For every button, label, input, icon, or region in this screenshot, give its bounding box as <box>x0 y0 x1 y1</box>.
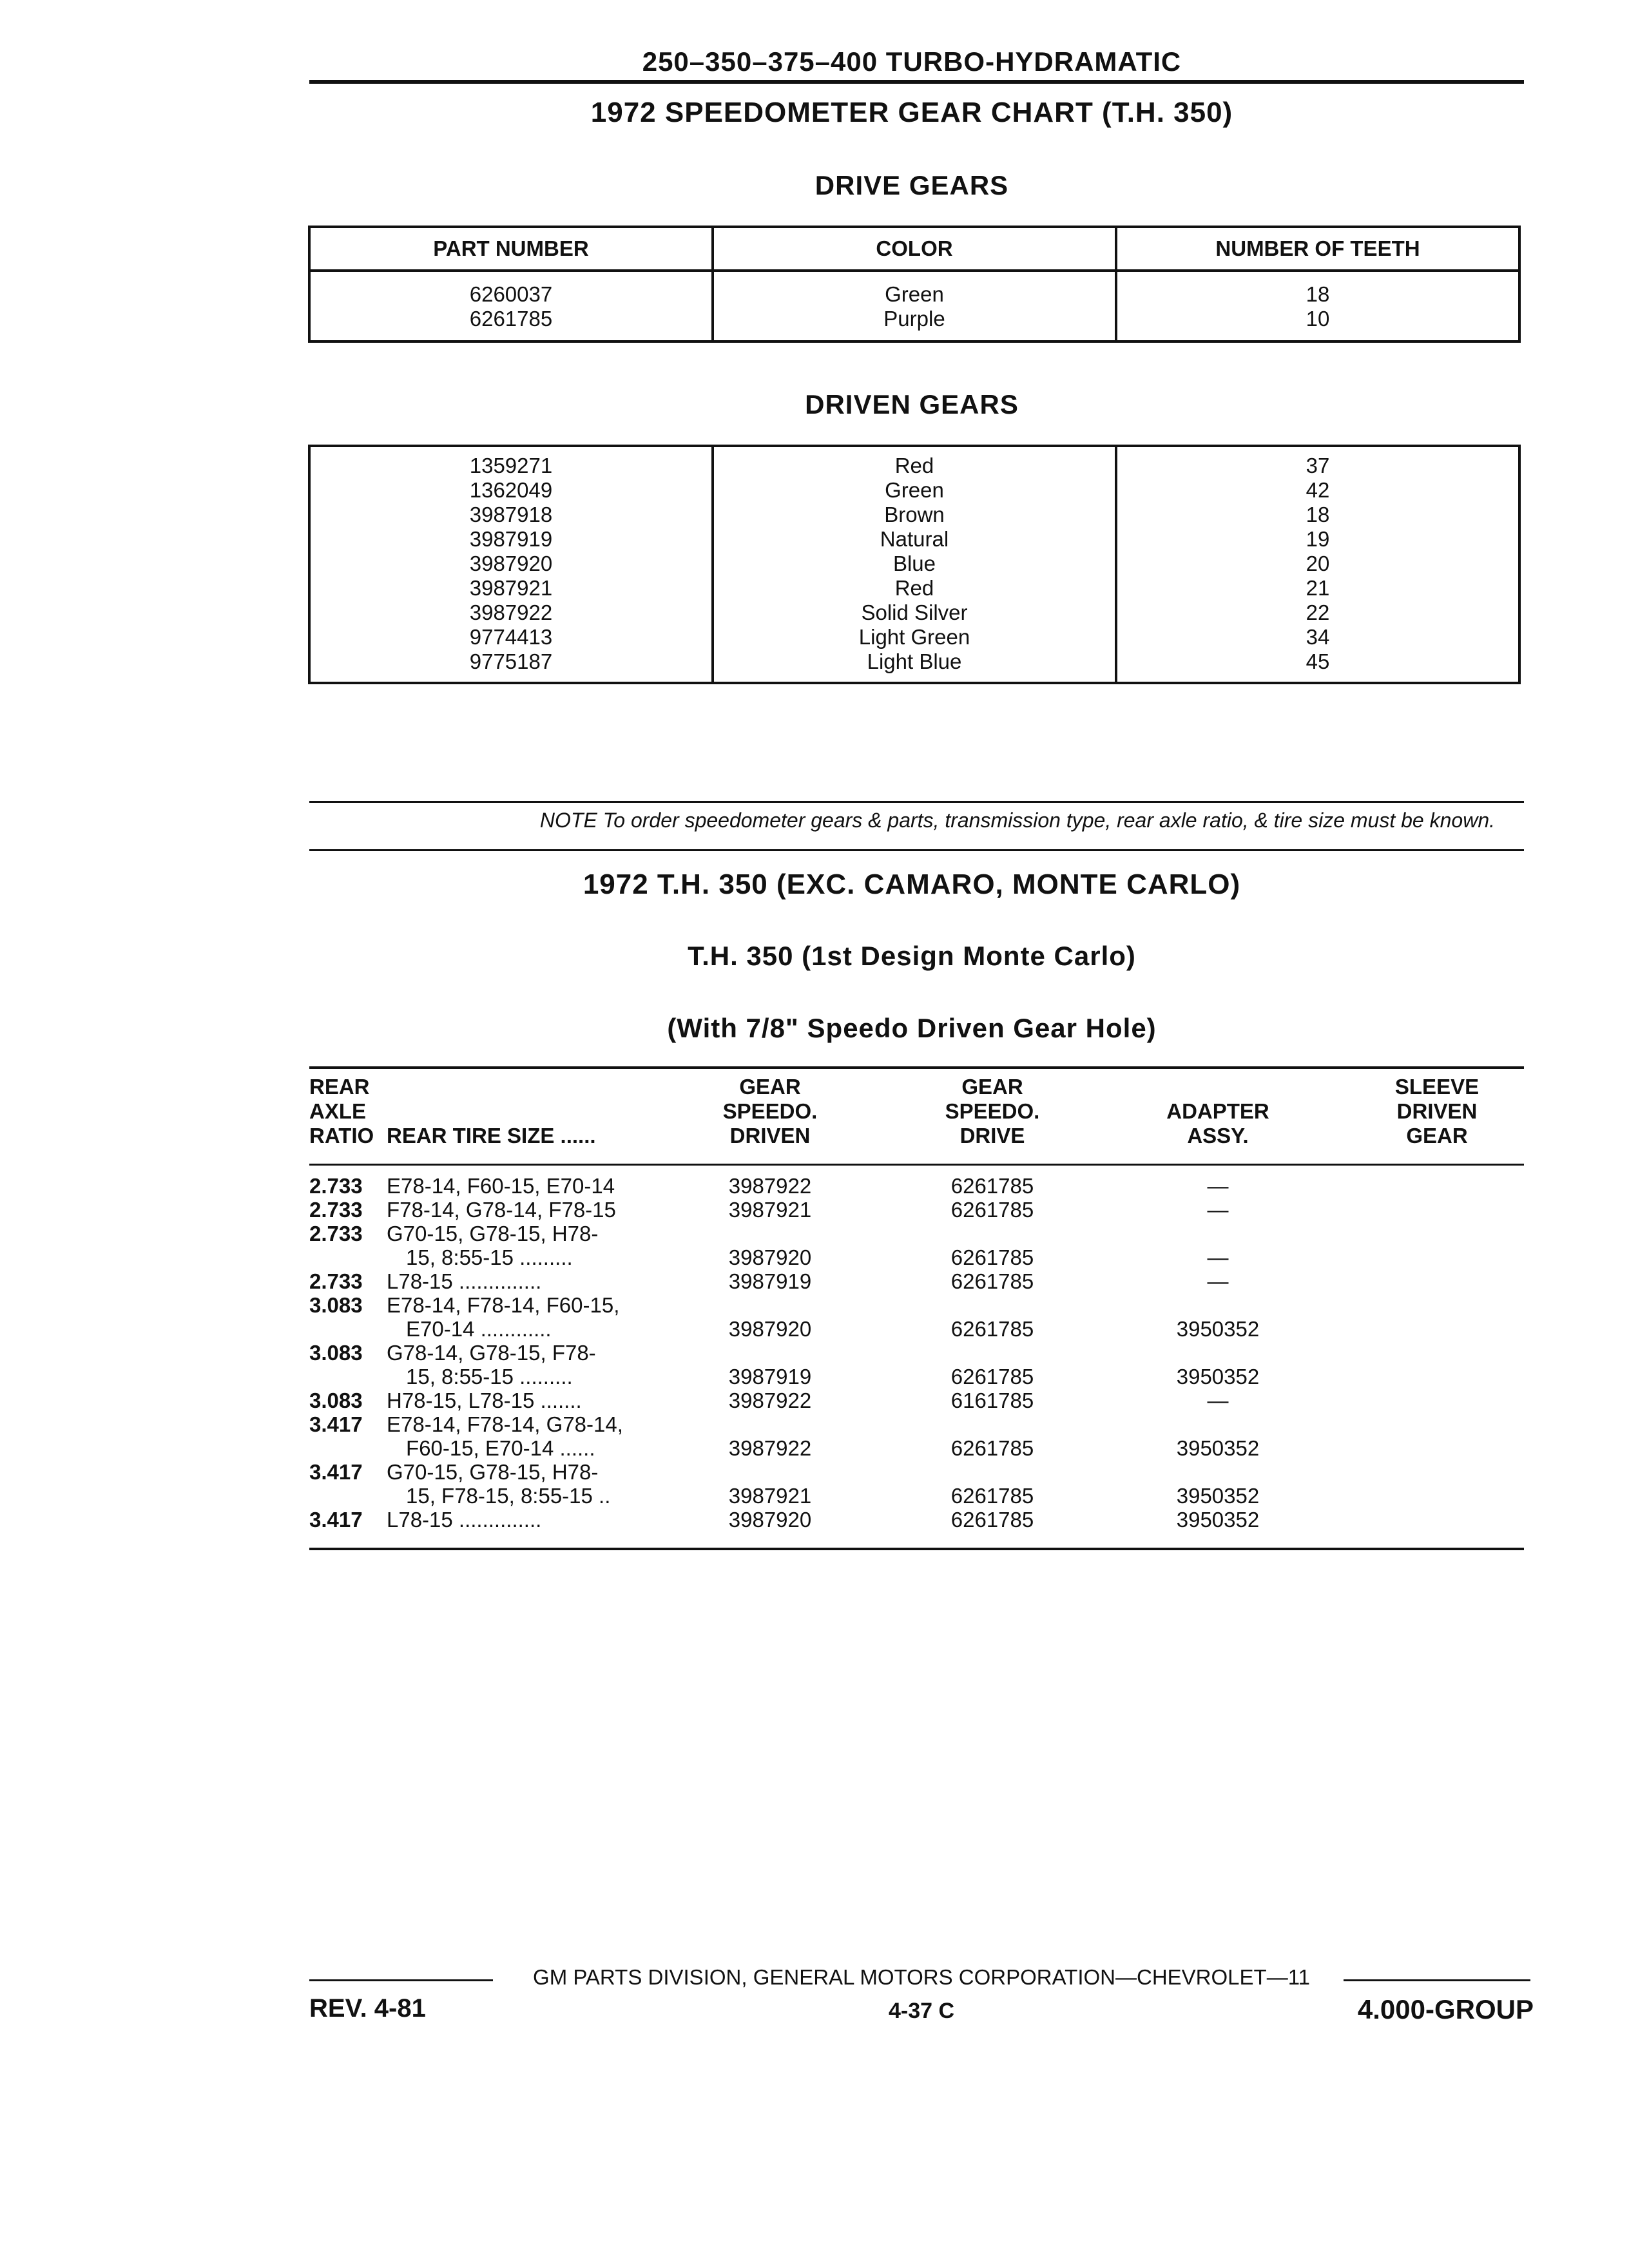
table-cell: 22 <box>1306 601 1330 624</box>
tire-cell: H78-15, L78-15 ....... <box>387 1389 582 1412</box>
header-line: DRIVEN <box>1396 1099 1478 1123</box>
table-cell: Light Blue <box>867 649 962 673</box>
column-header-part-number: PART NUMBER <box>309 227 713 271</box>
chart-title: 1972 SPEEDOMETER GEAR CHART (T.H. 350) <box>590 97 1233 128</box>
table-row <box>309 1508 1514 1532</box>
table-cell: 21 <box>1306 576 1330 600</box>
drive-cell: 6261785 <box>950 1436 1034 1460</box>
col-header-gear-speedo-driven <box>715 1075 825 1148</box>
table-row <box>309 1317 1514 1341</box>
table-cell: Natural <box>880 527 949 551</box>
header-line: SPEEDO. <box>722 1099 818 1123</box>
group-title: 250–350–375–400 TURBO-HYDRAMATIC <box>642 46 1182 77</box>
table-cell: Green <box>885 478 944 502</box>
drive-cell: 6261785 <box>950 1484 1034 1508</box>
table-row <box>309 1341 1514 1365</box>
table-row <box>309 1412 1514 1436</box>
header-line: DRIVE <box>959 1124 1025 1148</box>
drive-teeth <box>1116 271 1519 341</box>
table-cell: 20 <box>1306 552 1330 575</box>
note-rule-bottom <box>309 849 1524 851</box>
tire-cell: L78-15 .............. <box>387 1269 542 1293</box>
driven-cell: 3987921 <box>728 1484 812 1508</box>
ratio-cell: 3.417 <box>309 1508 363 1532</box>
drive-part-numbers <box>309 271 713 341</box>
driven-part-numbers <box>309 446 713 683</box>
table-cell: 19 <box>1306 527 1330 551</box>
col-header-sleeve-driven-gear <box>1373 1075 1501 1148</box>
table-cell: Light Green <box>858 625 970 649</box>
adapter-cell: — <box>1207 1389 1229 1412</box>
table-cell: Green <box>885 282 944 306</box>
table-row <box>309 1293 1514 1317</box>
header-line: GEAR <box>739 1075 801 1099</box>
ratio-table-header-rule <box>309 1164 1524 1166</box>
adapter-cell: 3950352 <box>1176 1317 1260 1341</box>
table-cell: 18 <box>1306 282 1330 306</box>
table-cell: 18 <box>1306 503 1330 526</box>
ratio-cell: 3.083 <box>309 1341 363 1365</box>
section-subtitle: T.H. 350 (1st Design Monte Carlo) <box>688 941 1136 971</box>
table-cell: 3987919 <box>469 527 553 551</box>
drive-cell: 6261785 <box>950 1198 1034 1222</box>
col-header-gear-speedo-drive <box>938 1075 1047 1148</box>
tire-cell: F60-15, E70-14 ...... <box>406 1436 595 1460</box>
table-cell: 3987918 <box>469 503 553 526</box>
drive-cell: 6261785 <box>950 1365 1034 1389</box>
header-line: AXLE <box>309 1099 367 1123</box>
header-line: ASSY. <box>1187 1124 1249 1148</box>
table-row <box>309 1245 1514 1269</box>
footer-group: 4.000-GROUP <box>1357 1994 1534 2024</box>
table-cell: Blue <box>892 552 936 575</box>
table-cell: Brown <box>884 503 945 526</box>
table-cell: 10 <box>1306 307 1330 331</box>
header-line: GEAR <box>961 1075 1023 1099</box>
tire-cell: F78-14, G78-14, F78-15 <box>387 1198 616 1222</box>
drive-gears-table <box>308 226 1521 343</box>
table-row <box>309 1269 1514 1293</box>
table-row <box>309 1198 1514 1222</box>
table-cell: 9774413 <box>469 625 553 649</box>
driven-cell: 3987919 <box>728 1365 812 1389</box>
table-row <box>309 1436 1514 1460</box>
tire-cell: 15, 8:55-15 ......... <box>406 1365 573 1389</box>
column-header-teeth: NUMBER OF TEETH <box>1116 227 1519 271</box>
tire-cell: E78-14, F60-15, E70-14 <box>387 1174 615 1198</box>
table-cell: 6260037 <box>469 282 553 306</box>
driven-cell: 3987919 <box>728 1269 812 1293</box>
driven-gears-table <box>308 445 1521 684</box>
table-row <box>309 1222 1514 1245</box>
tire-cell: L78-15 .............. <box>387 1508 542 1532</box>
table-row <box>309 1365 1514 1389</box>
ratio-cell: 3.083 <box>309 1293 363 1317</box>
adapter-cell: 3950352 <box>1176 1365 1260 1389</box>
tire-cell: G70-15, G78-15, H78- <box>387 1460 599 1484</box>
adapter-cell: — <box>1207 1198 1229 1222</box>
table-cell: 37 <box>1306 454 1330 477</box>
driven-gears-title: DRIVEN GEARS <box>805 389 1019 419</box>
driven-cell: 3987921 <box>728 1198 812 1222</box>
drive-cell: 6161785 <box>950 1389 1034 1412</box>
table-cell: 34 <box>1306 625 1330 649</box>
table-cell: Solid Silver <box>861 601 968 624</box>
driven-colors <box>713 446 1116 683</box>
tire-cell: E70-14 ............ <box>406 1317 552 1341</box>
footer-revision: REV. 4-81 <box>309 1994 426 2023</box>
drive-gears-title: DRIVE GEARS <box>815 170 1009 200</box>
driven-cell: 3987920 <box>728 1508 812 1532</box>
table-cell: 1359271 <box>469 454 553 477</box>
driven-cell: 3987922 <box>728 1436 812 1460</box>
tire-cell: E78-14, F78-14, G78-14, <box>387 1412 623 1436</box>
note-rule-top <box>309 801 1524 803</box>
table-cell: Purple <box>883 307 945 331</box>
col-header-rear-tire-size: REAR TIRE SIZE ...... <box>387 1124 596 1148</box>
table-cell: Red <box>894 576 934 600</box>
adapter-cell: 3950352 <box>1176 1436 1260 1460</box>
adapter-cell: — <box>1207 1245 1229 1269</box>
ratio-cell: 3.417 <box>309 1460 363 1484</box>
table-cell: 45 <box>1306 649 1330 673</box>
header-line: DRIVEN <box>729 1124 811 1148</box>
table-cell: Red <box>894 454 934 477</box>
footer-division-line: GM PARTS DIVISION, GENERAL MOTORS CORPORATION—CHEVROLET—11 <box>533 1965 1310 1989</box>
adapter-cell: — <box>1207 1174 1229 1198</box>
ratio-cell: 2.733 <box>309 1222 363 1245</box>
col-header-rear-axle-ratio <box>309 1075 374 1148</box>
table-row <box>309 1484 1514 1508</box>
table-cell: 9775187 <box>469 649 553 673</box>
tire-cell: 15, F78-15, 8:55-15 .. <box>406 1484 611 1508</box>
header-line: RATIO <box>309 1124 374 1148</box>
ratio-cell: 2.733 <box>309 1269 363 1293</box>
col-header-adapter-assy <box>1153 1099 1282 1148</box>
adapter-cell: 3950352 <box>1176 1484 1260 1508</box>
drive-cell: 6261785 <box>950 1508 1034 1532</box>
ratio-table-bottom-rule <box>309 1548 1524 1550</box>
driven-cell: 3987920 <box>728 1317 812 1341</box>
header-line: REAR <box>309 1075 370 1099</box>
ratio-cell: 2.733 <box>309 1174 363 1198</box>
section-title: 1972 T.H. 350 (EXC. CAMARO, MONTE CARLO) <box>583 869 1241 900</box>
driven-teeth <box>1116 446 1519 683</box>
table-cell: 3987922 <box>469 601 553 624</box>
table-row <box>309 1460 1514 1484</box>
ratio-cell: 3.083 <box>309 1389 363 1412</box>
adapter-cell: — <box>1207 1269 1229 1293</box>
tire-cell: E78-14, F78-14, F60-15, <box>387 1293 620 1317</box>
tire-cell: 15, 8:55-15 ......... <box>406 1245 573 1269</box>
section-subtitle-2: (With 7/8" Speedo Driven Gear Hole) <box>667 1013 1157 1043</box>
header-line: SPEEDO. <box>945 1099 1040 1123</box>
drive-cell: 6261785 <box>950 1174 1034 1198</box>
driven-cell: 3987922 <box>728 1389 812 1412</box>
column-header-color: COLOR <box>713 227 1116 271</box>
tire-cell: G70-15, G78-15, H78- <box>387 1222 599 1245</box>
driven-cell: 3987920 <box>728 1245 812 1269</box>
header-line: GEAR <box>1406 1124 1468 1148</box>
drive-cell: 6261785 <box>950 1317 1034 1341</box>
note-text: NOTE To order speedometer gears & parts, transmission type, rear axle ratio, & tire size must be known. <box>539 809 1495 832</box>
table-cell: 1362049 <box>469 478 553 502</box>
drive-cell: 6261785 <box>950 1269 1034 1293</box>
tire-cell: G78-14, G78-15, F78- <box>387 1341 596 1365</box>
header-line: SLEEVE <box>1394 1075 1480 1099</box>
ratio-table-top-rule <box>309 1066 1524 1069</box>
ratio-cell: 2.733 <box>309 1198 363 1222</box>
header-rule <box>309 80 1524 84</box>
table-row <box>309 1174 1514 1198</box>
table-cell: 3987921 <box>469 576 553 600</box>
drive-cell: 6261785 <box>950 1245 1034 1269</box>
adapter-cell: 3950352 <box>1176 1508 1260 1532</box>
header-line: ADAPTER <box>1166 1099 1269 1123</box>
table-row <box>309 1389 1514 1412</box>
drive-colors <box>713 271 1116 341</box>
table-cell: 6261785 <box>469 307 553 331</box>
table-cell: 3987920 <box>469 552 553 575</box>
table-cell: 42 <box>1306 478 1330 502</box>
footer-page-number: 4-37 C <box>888 1999 955 2023</box>
driven-cell: 3987922 <box>728 1174 812 1198</box>
ratio-cell: 3.417 <box>309 1412 363 1436</box>
